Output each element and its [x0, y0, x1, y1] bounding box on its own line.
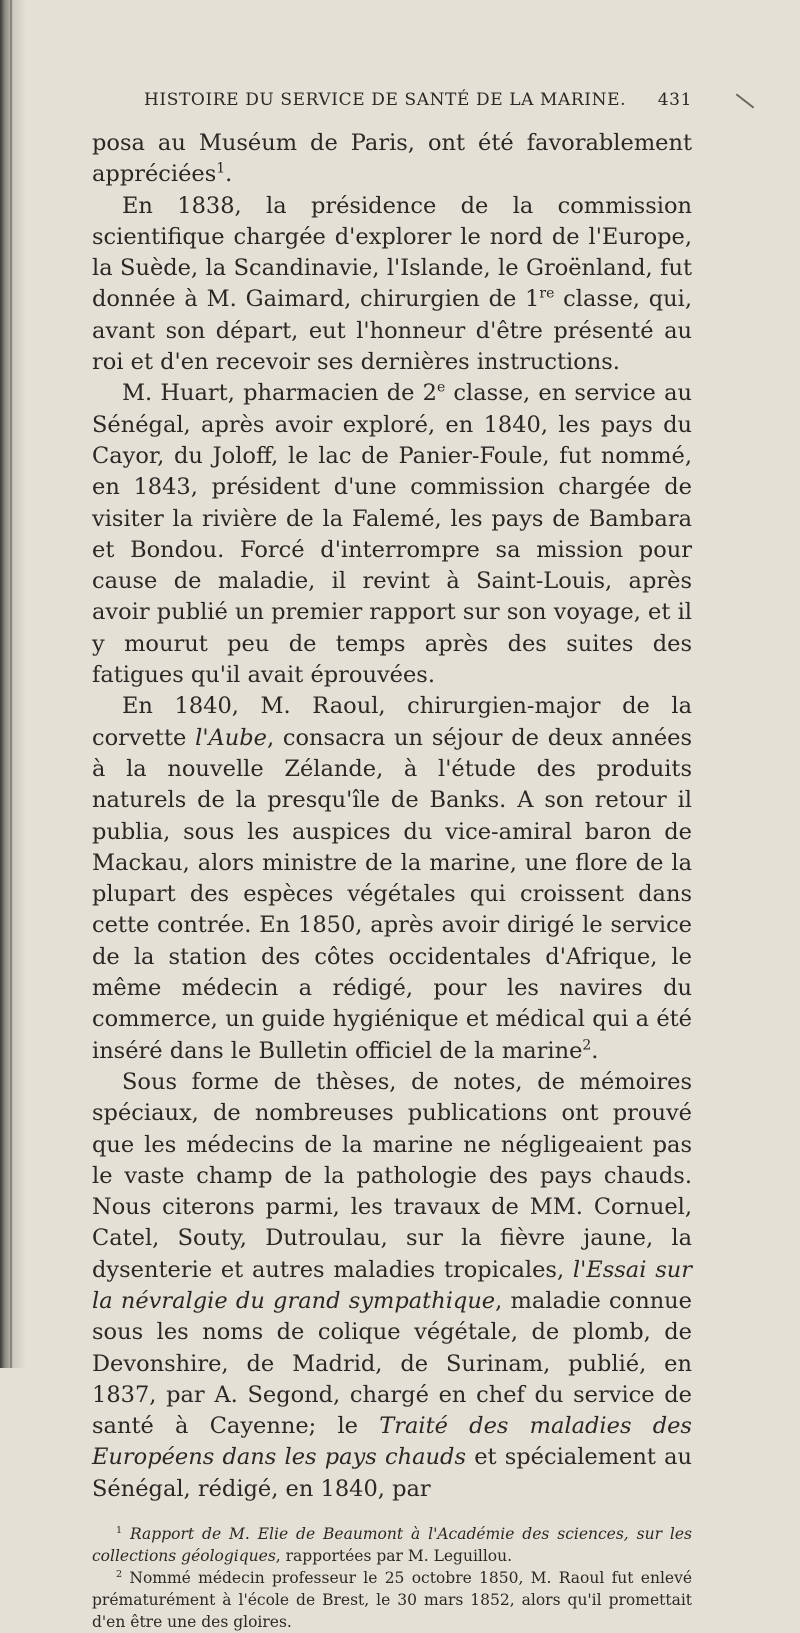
footnote-1-number: 1: [116, 1524, 123, 1536]
ship-name: l'Aube: [195, 724, 267, 751]
paragraph-3: [92, 378, 692, 691]
footnote-1-title: Rapport de M. Elie de Beaumont à l'Académie des sciences, sur les collections géologiques: [92, 1525, 692, 1566]
running-title: HISTOIRE DU SERVICE DE SANTÉ DE LA MARINE.: [144, 90, 627, 110]
running-head: [92, 90, 692, 116]
body-text: [92, 128, 692, 1505]
paragraph-5-text-c: et spécialement au Sénégal, rédigé, en 1840, par: [92, 1444, 693, 1502]
book-spine-shadow: [0, 0, 26, 1368]
page-number: 431: [657, 90, 692, 110]
paragraph-2-text-a: En 1838, la présidence de la commission scientifique chargée d'explorer le nord de l'Europe, la Suède, la Scandinavie, l'Islande, le Groënland, fut donnée à M. Gaimard, chirurgien de 1: [92, 192, 692, 313]
book-page: [92, 90, 692, 1633]
paragraph-2: [92, 191, 692, 379]
paragraph-4-end: .: [591, 1037, 599, 1064]
paragraph-1-text: posa au Muséum de Paris, ont été favorablement appréciées: [92, 130, 692, 188]
footnote-ref-2: 2: [582, 1037, 592, 1054]
paragraph-4-text-b: , consacra un séjour de deux années à la nouvelle Zélande, à l'étude des produits naturels de la presqu'île de Banks. A son retour il publia, sous les auspices du vice-amiral baron de Mackau, alors ministre de la marine, une flore de la plupart des espèces végétales qui croissent dans cette contrée. En 1850, après avoir dirigé le service de la station des côtes occidentales d'Afrique, le même médecin a rédigé, pour les navires du commerce, un guide hygiénique et médical qui a été inséré dans le Bulletin officiel de la marine: [92, 724, 692, 1064]
footnote-ref-1: 1: [216, 160, 226, 177]
paragraph-1: [92, 128, 692, 191]
paragraph-4-text-a: En 1840, M. Raoul, chirurgien-major de la corvette: [92, 693, 692, 751]
paragraph-3-text-b: classe, en service au Sénégal, après avoir exploré, en 1840, les pays du Cayor, du Joloff, le lac de Panier-Foule, fut nommé, en 1843, président d'une commission chargée de visiter la rivière de la Falemé, les pays de Bambara et Bondou. Forcé d'interrompre sa mission pour cause de maladie, il revint à Saint-Louis, après avoir publié un premier rapport sur son voyage, et il y mourut peu de temps après des suites des fatigues qu'il avait éprouvées.: [92, 380, 692, 689]
footnote-2-number: 2: [116, 1568, 123, 1580]
ordinal-superscript: re: [539, 285, 555, 302]
work-title-essai: l'Essai sur la névralgie du grand sympathique: [92, 1256, 692, 1314]
footnote-2-text: Nommé médecin professeur le 25 octobre 1850, M. Raoul fut enlevé prématurément à l'école de Brest, le 30 mars 1852, alors qu'il promettait d'en être une des gloires.: [92, 1569, 692, 1632]
paragraph-5-text-b: , maladie connue sous les noms de colique végétale, de plomb, de Devonshire, de Madrid, de Surinam, publié, en 1837, par A. Segond, chargé en chef du service de santé à Cayenne; le: [92, 1287, 692, 1440]
gutter-line: [10, 0, 12, 1368]
footnote-2: [92, 1567, 692, 1633]
paragraph-2-text-b: classe, qui, avant son départ, eut l'honneur d'être présenté au roi et d'en recevoir ses dernières instructions.: [92, 286, 692, 376]
paragraph-4: [92, 691, 692, 1067]
paragraph-1-end: .: [225, 161, 233, 188]
footnotes: [92, 1523, 692, 1633]
footnote-1-text: , rapportées par M. Leguillou.: [275, 1547, 513, 1566]
paragraph-3-text-a: M. Huart, pharmacien de 2: [122, 380, 437, 407]
work-title-traite: Traité des maladies des Européens dans les pays chauds: [92, 1413, 692, 1471]
paragraph-5: [92, 1067, 692, 1505]
ordinal-superscript: e: [436, 379, 446, 396]
footnote-1: [92, 1523, 692, 1567]
margin-mark: [736, 93, 755, 108]
paragraph-5-text-a: Sous forme de thèses, de notes, de mémoires spéciaux, de nombreuses publications ont prouvé que les médecins de la marine ne négligeaient pas le vaste champ de la pathologie des pays chauds. Nous citerons parmi, les travaux de MM. Cornuel, Catel, Souty, Dutroulau, sur la fièvre jaune, la dysenterie et autres maladies tropicales,: [92, 1068, 692, 1283]
